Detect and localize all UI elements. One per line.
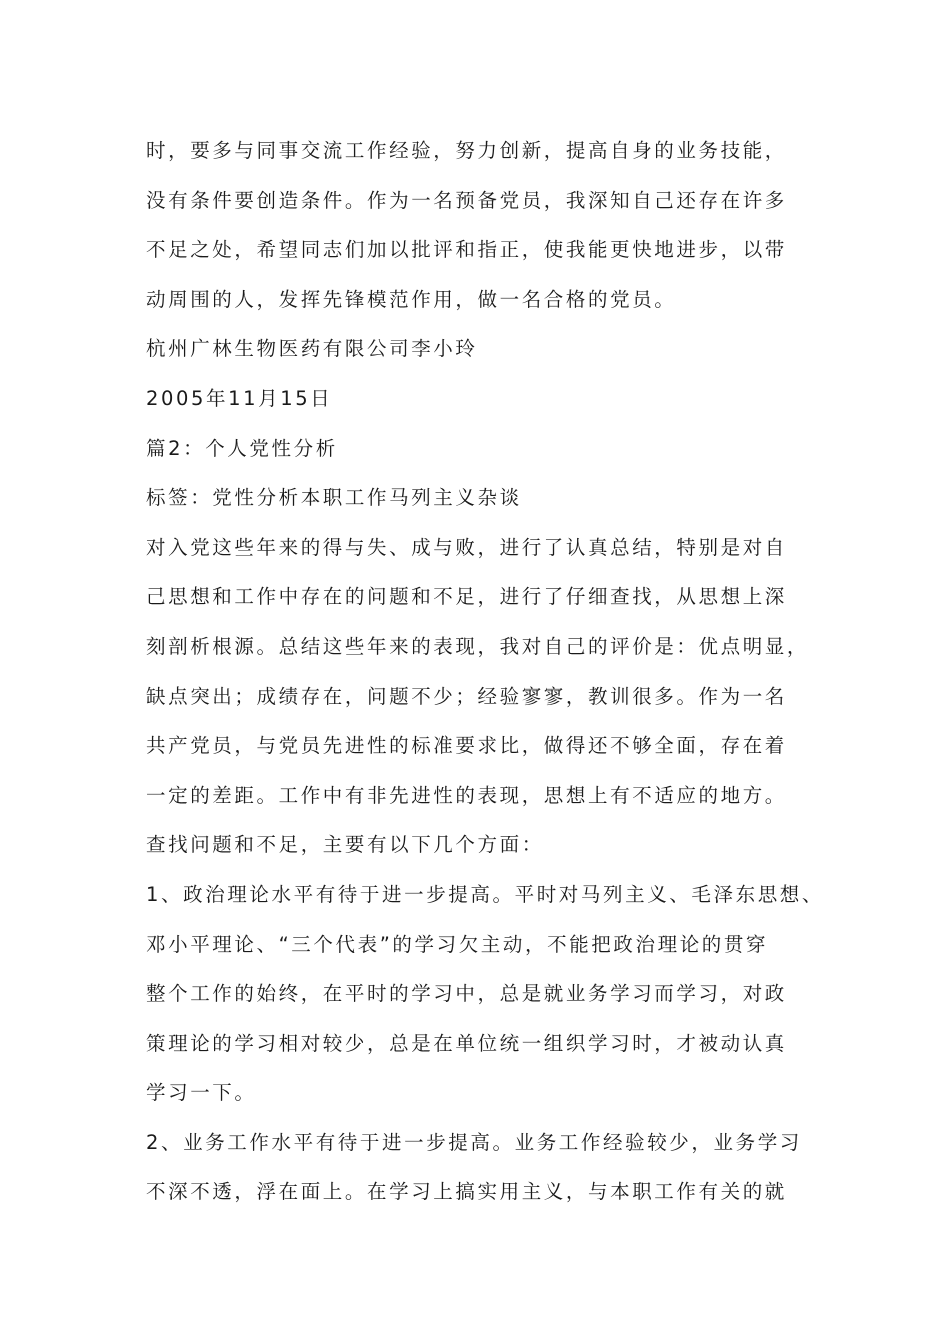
text-line: 策理论的学习相对较少，总是在单位统一组织学习时，才被动认真 [146,1031,787,1055]
text-line: 整个工作的始终，在平时的学习中，总是就业务学习而学习，对政 [146,982,787,1006]
text-line: 查找问题和不足，主要有以下几个方面： [146,833,544,857]
text-line: 邓小平理论、“三个代表”的学习欠主动，不能把政治理论的贯穿 [146,932,769,956]
text-line: 共产党员，与党员先进性的标准要求比，做得还不够全面，存在着 [146,734,787,758]
list-item-1: 1、政治理论水平有待于进一步提高。平时对马列主义、毛泽东思想、 [146,882,825,906]
text-line: 刻剖析根源。总结这些年来的表现，我对自己的评价是：优点明显， [146,634,810,658]
text-line: 不足之处，希望同志们加以批评和指正，使我能更快地进步，以带 [146,238,787,262]
list-item-2: 2、业务工作水平有待于进一步提高。业务工作经验较少，业务学习 [146,1130,802,1154]
text-line: 对入党这些年来的得与失、成与败，进行了认真总结，特别是对自 [146,535,787,559]
date-line: 2005年11月15日 [146,386,333,410]
text-line: 时，要多与同事交流工作经验，努力创新，提高自身的业务技能， [146,139,787,162]
document-body [146,126,826,1217]
text-line: 没有条件要创造条件。作为一名预备党员，我深知自己还存在许多 [146,188,787,212]
tags-line: 标签：党性分析本职工作马列主义杂谈 [146,486,522,510]
text-line: 己思想和工作中存在的问题和不足，进行了仔细查找，从思想上深 [146,585,787,609]
text-line: 动周围的人，发挥先锋模范作用，做一名合格的党员。 [146,287,677,311]
text-line: 学习一下。 [146,1081,257,1105]
signature-line: 杭州广林生物医药有限公司李小玲 [146,337,478,361]
text-line: 一定的差距。工作中有非先进性的表现，思想上有不适应的地方。 [146,783,787,807]
section-title: 篇2：个人党性分析 [146,436,338,460]
text-line: 缺点突出；成绩存在，问题不少；经验寥寥，教训很多。作为一名 [146,684,787,708]
text-line: 不深不透，浮在面上。在学习上搞实用主义，与本职工作有关的就 [146,1180,787,1204]
